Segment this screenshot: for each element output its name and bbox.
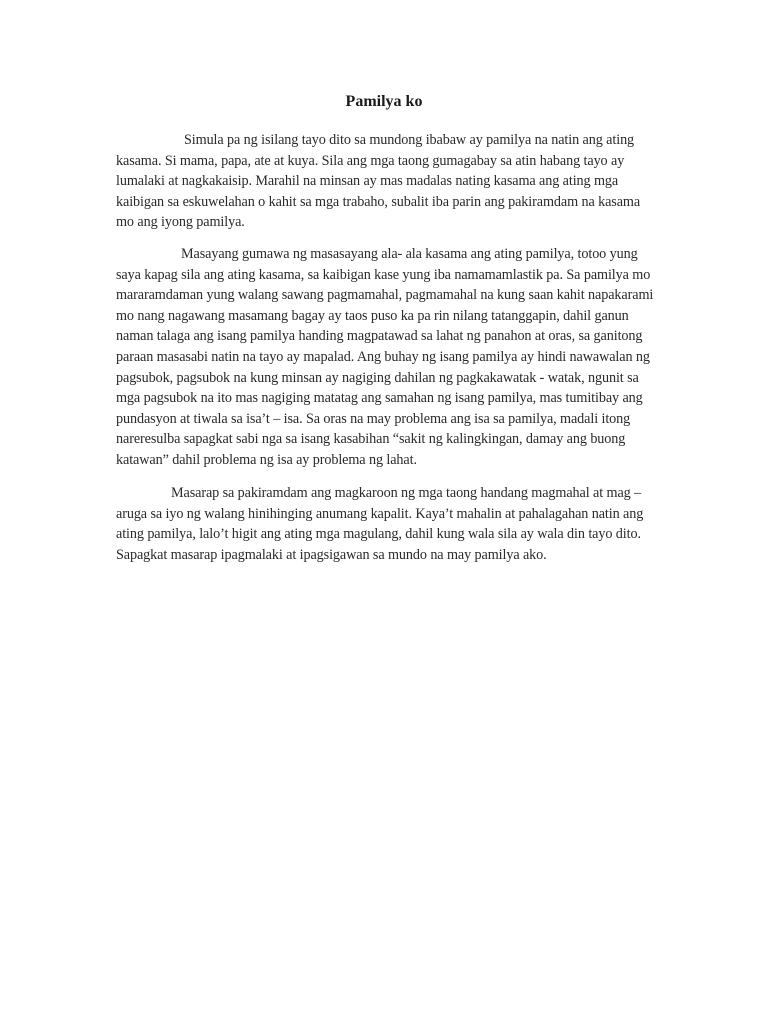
document-title: Pamilya ko bbox=[345, 93, 423, 110]
paragraph-line: Masarap sa pakiramdam ang magkaroon ng mga taong handang magmahal at mag – bbox=[171, 485, 642, 501]
paragraph-line: lumalaki at nagkakaisip. Marahil na minsan ay mas madalas nating kasama ang ating mga bbox=[116, 173, 619, 190]
paragraph-line: mo nang nagawang masamang bagay ay taos puso ka pa rin nilang tatanggapin, dahil ganun bbox=[116, 307, 629, 324]
paragraph-line: saya kapag sila ang ating kasama, sa kaibigan kase yung iba namamamlastik pa. Sa pamilya mo bbox=[116, 266, 651, 283]
paragraph-line: pundasyon at tiwala sa isa’t – isa. Sa oras na may problema ang isa sa pamilya, madali itong bbox=[116, 410, 631, 427]
paragraph-line: naman talaga ang isang pamilya handing magpatawad sa lahat ng panahon at oras, sa ganitong bbox=[116, 328, 643, 345]
paragraph-3 bbox=[116, 483, 676, 565]
paragraph-line: Simula pa ng isilang tayo dito sa mundong ibabaw ay pamilya na natin ang ating bbox=[184, 132, 635, 148]
paragraph-2 bbox=[116, 244, 676, 471]
paragraph-line: paraan masasabi natin na tayo ay mapalad. Ang buhay ng isang pamilya ay hindi nawawalan ng bbox=[116, 348, 650, 365]
paragraph-line: mo ang iyong pamilya. bbox=[116, 214, 245, 231]
paragraph-line: katawan” dahil problema ng isa ay problema ng lahat. bbox=[116, 451, 417, 468]
paragraph-line: Sapagkat masarap ipagmalaki at ipagsigawan sa mundo na may pamilya ako. bbox=[116, 546, 547, 563]
paragraph-1 bbox=[116, 130, 676, 233]
paragraph-line: ating pamilya, lalo’t higit ang ating mga magulang, dahil kung wala sila ay wala din tayo dito. bbox=[116, 526, 641, 543]
paragraph-line: aruga sa iyo ng walang hinihinging anumang kapalit. Kaya’t mahalin at pahalagahan natin ang bbox=[116, 505, 644, 522]
paragraph-line: mga pagsubok na ito mas nagiging matatag ang samahan ng isang pamilya, mas tumitibay ang bbox=[116, 390, 643, 407]
paragraph-line: mararamdaman yung walang sawang pagmamahal, pagmamahal na kung saan kahit napakarami bbox=[116, 287, 654, 304]
paragraph-line: pagsubok, pagsubok na kung minsan ay nagiging dahilan ng pagkakawatak - watak, ngunit sa bbox=[116, 369, 639, 386]
paragraph-line: Masayang gumawa ng masasayang ala- ala kasama ang ating pamilya, totoo yung bbox=[181, 246, 638, 262]
paragraph-line: nareresulba sapagkat sabi nga sa isang kasabihan “sakit ng kalingkingan, damay ang buong bbox=[116, 431, 626, 448]
paragraph-line: kasama. Si mama, papa, ate at kuya. Sila ang mga taong gumagabay sa atin habang tayo ay bbox=[116, 152, 625, 169]
paragraph-line: kaibigan sa eskuwelahan o kahit sa mga trabaho, subalit iba parin ang pakiramdam na kasama bbox=[116, 193, 641, 210]
